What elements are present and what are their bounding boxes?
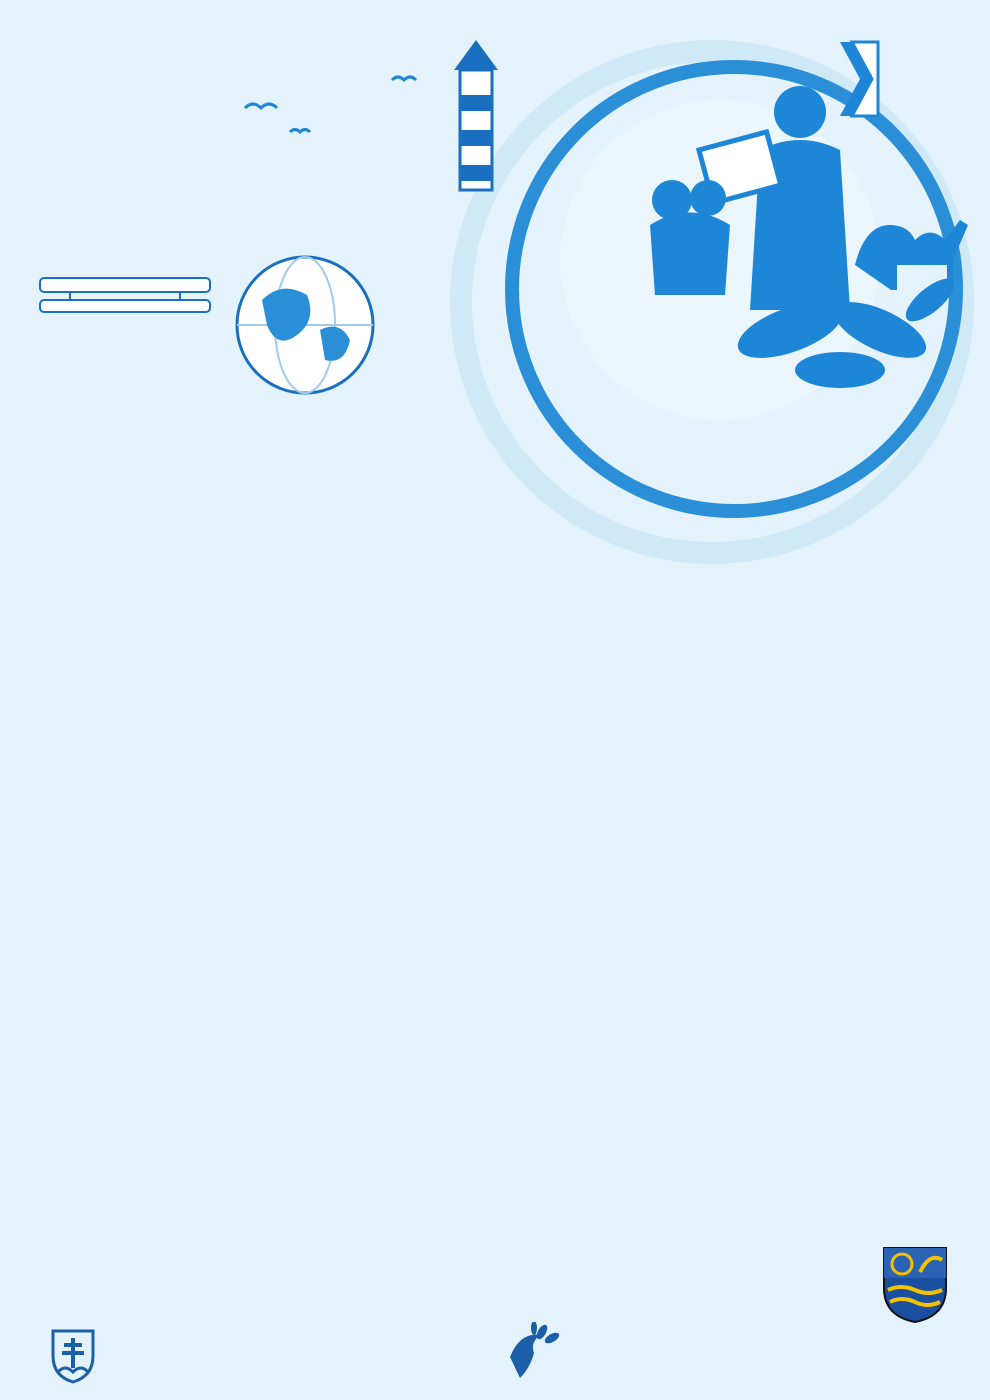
airplane-icon: [40, 278, 210, 312]
ministry-logo-icon: [502, 1322, 562, 1382]
globe-icon: [237, 257, 373, 393]
bird-icon: [245, 77, 416, 132]
lighthouse-icon: [454, 40, 498, 190]
program-right-column: [518, 572, 968, 606]
trnava-region-crest-icon: [882, 1246, 948, 1324]
program-left-column: [24, 580, 479, 593]
library-logo-icon: [838, 40, 948, 118]
reader-silhouette-icon: [650, 86, 850, 310]
slovak-coat-of-arms-icon: [50, 1328, 96, 1384]
